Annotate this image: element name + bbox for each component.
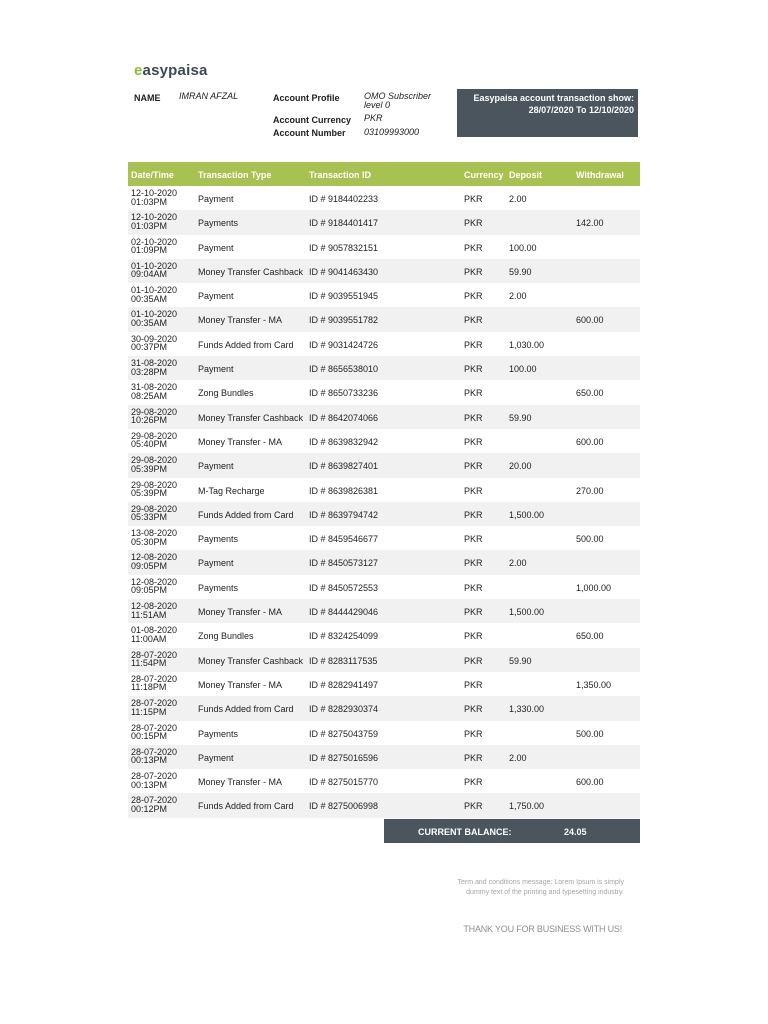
- cell-transaction-id: ID # 8642074066: [309, 412, 379, 423]
- cell-time: 08:25AM: [131, 390, 168, 401]
- cell-transaction-type: Money Transfer Cashback: [198, 655, 304, 666]
- cell-time: 01:03PM: [131, 220, 168, 231]
- cell-date: 29-08-2020: [131, 479, 178, 490]
- header-date: Date/Time: [131, 170, 174, 180]
- table-row: [128, 745, 640, 769]
- cell-deposit: 100.00: [509, 242, 537, 253]
- cell-transaction-type: Payment: [198, 242, 234, 253]
- cell-deposit: 59.90: [509, 412, 532, 423]
- table-row: [128, 186, 640, 210]
- table-row: [128, 575, 640, 599]
- cell-transaction-id: ID # 8459546677: [309, 534, 379, 545]
- account-currency-value: PKR: [364, 113, 383, 123]
- header-withdrawal: Withdrawal: [576, 170, 624, 180]
- cell-date: 12-08-2020: [131, 601, 178, 612]
- cell-date: 13-08-2020: [131, 528, 178, 539]
- cell-transaction-id: ID # 9039551782: [309, 315, 379, 326]
- cell-datetime: [131, 310, 177, 327]
- cell-time: 05:39PM: [131, 463, 168, 474]
- cell-time: 09:05PM: [131, 585, 168, 596]
- cell-time: 11:54PM: [131, 658, 167, 669]
- cell-currency: PKR: [464, 194, 483, 204]
- cell-time: 00:13PM: [131, 779, 168, 790]
- cell-currency: PKR: [464, 218, 483, 229]
- cell-datetime: [131, 262, 177, 279]
- cell-transaction-id: ID # 8444429046: [309, 607, 379, 618]
- cell-transaction-type: Payments: [198, 534, 239, 545]
- cell-datetime: [131, 456, 177, 473]
- table-row: [128, 283, 640, 307]
- table-row: [128, 332, 640, 356]
- cell-transaction-type: Payment: [198, 291, 234, 302]
- cell-withdrawal: 500.00: [576, 728, 604, 739]
- cell-transaction-id: ID # 8275006998: [309, 801, 379, 812]
- cell-transaction-id: ID # 9184402233: [309, 194, 379, 204]
- cell-withdrawal: 142.00: [576, 218, 604, 229]
- cell-date: 01-10-2020: [131, 309, 178, 320]
- cell-time: 11:18PM: [131, 682, 167, 693]
- cell-transaction-type: Money Transfer - MA: [198, 607, 283, 618]
- table-row: [128, 453, 640, 477]
- cell-currency: PKR: [464, 315, 483, 326]
- cell-currency: PKR: [464, 461, 483, 472]
- cell-datetime: [131, 432, 177, 449]
- cell-transaction-type: Money Transfer - MA: [198, 777, 283, 788]
- account-number-value: 03109993000: [364, 127, 420, 137]
- cell-time: 01:09PM: [131, 245, 168, 256]
- cell-withdrawal: 1,000.00: [576, 582, 612, 593]
- cell-withdrawal: 600.00: [576, 436, 604, 447]
- cell-transaction-id: ID # 8656538010: [309, 364, 379, 375]
- cell-date: 29-08-2020: [131, 406, 178, 417]
- cell-transaction-type: Money Transfer Cashback: [198, 412, 304, 423]
- cell-datetime: [131, 553, 177, 570]
- statement-period-title: Easypaisa account transaction show:: [473, 93, 634, 103]
- cell-transaction-id: ID # 8639826381: [309, 485, 379, 496]
- cell-deposit: 1,330.00: [509, 704, 545, 715]
- table-row: [128, 405, 640, 429]
- table-row: [128, 672, 640, 696]
- cell-time: 00:35AM: [131, 317, 168, 328]
- cell-transaction-type: Zong Bundles: [198, 388, 254, 399]
- table-row: [128, 696, 640, 720]
- cell-transaction-type: Money Transfer Cashback: [198, 266, 304, 277]
- header-deposit: Deposit: [509, 170, 543, 180]
- cell-date: 01-10-2020: [131, 285, 178, 296]
- cell-currency: PKR: [464, 558, 483, 569]
- cell-datetime: [131, 602, 177, 619]
- cell-date: 12-08-2020: [131, 552, 178, 563]
- cell-withdrawal: 650.00: [576, 631, 604, 642]
- cell-datetime: [131, 699, 177, 716]
- cell-date: 12-10-2020: [131, 212, 178, 223]
- cell-currency: PKR: [464, 364, 483, 375]
- cell-deposit: 2.00: [509, 291, 527, 302]
- cell-currency: PKR: [464, 777, 483, 788]
- cell-transaction-type: Payment: [198, 558, 234, 569]
- table-row: [128, 307, 640, 331]
- header-currency: Currency: [464, 170, 504, 180]
- cell-date: 28-07-2020: [131, 795, 178, 806]
- cell-deposit: 1,500.00: [509, 509, 545, 520]
- cell-transaction-id: ID # 8282930374: [309, 704, 379, 715]
- cell-transaction-id: ID # 9041463430: [309, 266, 379, 277]
- cell-date: 30-09-2020: [131, 333, 178, 344]
- cell-transaction-id: ID # 8275016596: [309, 752, 379, 763]
- cell-datetime: [131, 651, 177, 668]
- cell-datetime: [131, 748, 177, 765]
- cell-deposit: 20.00: [509, 461, 532, 472]
- cell-time: 10:26PM: [131, 415, 168, 426]
- cell-currency: PKR: [464, 485, 483, 496]
- cell-transaction-id: ID # 9039551945: [309, 291, 379, 302]
- table-row: [128, 721, 640, 745]
- table-row: [128, 623, 640, 647]
- cell-time: 09:04AM: [131, 269, 168, 280]
- table-row: [128, 769, 640, 793]
- table-row: [128, 793, 640, 817]
- cell-currency: PKR: [464, 242, 483, 253]
- cell-withdrawal: 650.00: [576, 388, 604, 399]
- cell-date: 29-08-2020: [131, 455, 178, 466]
- cell-time: 00:13PM: [131, 755, 168, 766]
- cell-currency: PKR: [464, 801, 483, 812]
- cell-transaction-id: ID # 8283117535: [309, 655, 378, 666]
- cell-time: 11:00AM: [131, 633, 167, 644]
- table-row: [128, 380, 640, 404]
- cell-transaction-type: Money Transfer - MA: [198, 436, 283, 447]
- table-row: [128, 259, 640, 283]
- cell-time: 11:15PM: [131, 706, 167, 717]
- cell-deposit: 59.90: [509, 655, 532, 666]
- account-profile-value: OMO Subscriber: [364, 91, 432, 101]
- cell-currency: PKR: [464, 266, 483, 277]
- cell-time: 03:28PM: [131, 366, 168, 377]
- transactions-table: [128, 162, 640, 818]
- cell-transaction-type: Payments: [198, 728, 239, 739]
- current-balance-value: 24.05: [564, 827, 587, 837]
- cell-datetime: [131, 505, 177, 522]
- cell-currency: PKR: [464, 631, 483, 642]
- cell-datetime: [131, 213, 177, 230]
- account-number-label: Account Number: [273, 128, 346, 138]
- easypaisa-logo: easypaisa: [134, 62, 208, 79]
- cell-datetime: [131, 359, 177, 376]
- current-balance-bar: [384, 819, 640, 843]
- cell-datetime: [131, 796, 177, 813]
- header-id: Transaction ID: [309, 170, 372, 180]
- cell-currency: PKR: [464, 655, 483, 666]
- account-profile-label: Account Profile: [273, 93, 340, 103]
- cell-transaction-type: Payment: [198, 194, 234, 204]
- cell-datetime: [131, 675, 177, 692]
- cell-withdrawal: 500.00: [576, 534, 604, 545]
- terms-message: Term and conditions message: Lorem Ipsum is simply dummy text of the printing and typesetting industry.: [457, 879, 624, 896]
- cell-date: 29-08-2020: [131, 430, 178, 441]
- cell-time: 00:35AM: [131, 293, 168, 304]
- cell-date: 29-08-2020: [131, 503, 178, 514]
- cell-transaction-id: ID # 8450572553: [309, 582, 379, 593]
- statement-period-box: [457, 89, 638, 137]
- cell-transaction-type: Funds Added from Card: [198, 704, 294, 715]
- cell-date: 12-10-2020: [131, 188, 178, 198]
- cell-time: 00:15PM: [131, 731, 168, 742]
- table-row: [128, 550, 640, 574]
- table-row: [128, 502, 640, 526]
- table-row: [128, 648, 640, 672]
- cell-transaction-id: ID # 8324254099: [309, 631, 379, 642]
- cell-transaction-type: Payments: [198, 218, 239, 229]
- cell-datetime: [131, 626, 177, 643]
- cell-time: 00:12PM: [131, 803, 168, 814]
- table-row: [128, 235, 640, 259]
- cell-datetime: [131, 772, 177, 789]
- cell-time: 00:37PM: [131, 342, 168, 353]
- cell-date: 28-07-2020: [131, 649, 178, 660]
- cell-deposit: 1,500.00: [509, 607, 545, 618]
- cell-datetime: [131, 408, 177, 425]
- cell-datetime: [131, 481, 177, 498]
- cell-transaction-type: Payment: [198, 752, 234, 763]
- cell-date: 28-07-2020: [131, 673, 178, 684]
- cell-currency: PKR: [464, 412, 483, 423]
- cell-withdrawal: 1,350.00: [576, 679, 612, 690]
- cell-deposit: 2.00: [509, 194, 527, 204]
- cell-transaction-id: ID # 9057832151: [309, 242, 379, 253]
- cell-time: 05:33PM: [131, 512, 168, 523]
- cell-date: 28-07-2020: [131, 746, 178, 757]
- cell-transaction-type: Payment: [198, 461, 234, 472]
- table-header: [128, 162, 640, 186]
- cell-transaction-type: Payments: [198, 582, 239, 593]
- cell-transaction-id: ID # 8639832942: [309, 436, 379, 447]
- cell-deposit: 2.00: [509, 752, 527, 763]
- cell-date: 02-10-2020: [131, 236, 178, 247]
- cell-deposit: 2.00: [509, 558, 527, 569]
- cell-currency: PKR: [464, 339, 483, 350]
- cell-withdrawal: 600.00: [576, 315, 604, 326]
- table-row: [128, 599, 640, 623]
- cell-transaction-type: Money Transfer - MA: [198, 315, 283, 326]
- cell-date: 12-08-2020: [131, 576, 178, 587]
- cell-date: 28-07-2020: [131, 722, 178, 733]
- cell-transaction-id: ID # 8275015770: [309, 777, 379, 788]
- cell-datetime: [131, 238, 177, 255]
- table-body: [128, 186, 640, 818]
- cell-date: 31-08-2020: [131, 358, 178, 369]
- cell-transaction-id: ID # 8650733236: [309, 388, 379, 399]
- cell-currency: PKR: [464, 534, 483, 545]
- cell-datetime: [131, 578, 177, 595]
- cell-datetime: [131, 335, 177, 352]
- cell-transaction-id: ID # 9031424726: [309, 339, 379, 350]
- cell-currency: PKR: [464, 679, 483, 690]
- cell-time: 05:30PM: [131, 536, 168, 547]
- cell-datetime: [131, 383, 177, 400]
- cell-transaction-id: ID # 8639827401: [309, 461, 379, 472]
- cell-transaction-type: Funds Added from Card: [198, 339, 294, 350]
- cell-transaction-id: ID # 8639794742: [309, 509, 379, 520]
- cell-deposit: 100.00: [509, 364, 537, 375]
- cell-currency: PKR: [464, 291, 483, 302]
- cell-datetime: [131, 189, 177, 206]
- cell-transaction-type: Money Transfer - MA: [198, 679, 283, 690]
- cell-withdrawal: 600.00: [576, 777, 604, 788]
- cell-currency: PKR: [464, 436, 483, 447]
- cell-datetime: [131, 286, 177, 303]
- cell-transaction-id: ID # 9184401417: [309, 218, 379, 229]
- thank-you-message: THANK YOU FOR BUSINESS WITH US!: [463, 924, 622, 934]
- cell-withdrawal: 270.00: [576, 485, 604, 496]
- cell-transaction-type: Payment: [198, 364, 234, 375]
- cell-currency: PKR: [464, 388, 483, 399]
- cell-currency: PKR: [464, 607, 483, 618]
- cell-deposit: 1,030.00: [509, 339, 545, 350]
- name-label: NAME: [134, 93, 161, 103]
- account-currency-label: Account Currency: [273, 115, 352, 125]
- statement-period-dates: 28/07/2020 To 12/10/2020: [528, 105, 634, 115]
- table-row: [128, 526, 640, 550]
- cell-date: 01-10-2020: [131, 260, 178, 271]
- cell-currency: PKR: [464, 728, 483, 739]
- cell-time: 11:51AM: [131, 609, 167, 620]
- cell-deposit: 59.90: [509, 266, 532, 277]
- table-row: [128, 429, 640, 453]
- cell-date: 31-08-2020: [131, 382, 178, 393]
- cell-currency: PKR: [464, 704, 483, 715]
- cell-transaction-id: ID # 8282941497: [309, 679, 379, 690]
- name-value: IMRAN AFZAL: [179, 91, 239, 101]
- cell-currency: PKR: [464, 509, 483, 520]
- cell-transaction-id: ID # 8275043759: [309, 728, 379, 739]
- cell-currency: PKR: [464, 582, 483, 593]
- cell-time: 01:03PM: [131, 196, 168, 207]
- cell-datetime: [131, 529, 177, 546]
- table-row: [128, 356, 640, 380]
- current-balance-label: CURRENT BALANCE:: [418, 827, 512, 837]
- cell-datetime: [131, 724, 177, 741]
- cell-transaction-type: M-Tag Recharge: [198, 485, 265, 496]
- account-profile-level: level 0: [364, 100, 391, 110]
- cell-date: 28-07-2020: [131, 698, 178, 709]
- cell-date: 01-08-2020: [131, 625, 178, 636]
- table-row: [128, 210, 640, 234]
- cell-time: 09:05PM: [131, 560, 168, 571]
- cell-date: 28-07-2020: [131, 771, 178, 782]
- cell-time: 05:39PM: [131, 488, 168, 499]
- header-type: Transaction Type: [198, 170, 272, 180]
- cell-deposit: 1,750.00: [509, 801, 545, 812]
- table-row: [128, 478, 640, 502]
- cell-transaction-type: Funds Added from Card: [198, 801, 294, 812]
- cell-time: 05:40PM: [131, 439, 168, 450]
- cell-currency: PKR: [464, 752, 483, 763]
- cell-transaction-type: Zong Bundles: [198, 631, 254, 642]
- cell-transaction-id: ID # 8450573127: [309, 558, 379, 569]
- cell-transaction-type: Funds Added from Card: [198, 509, 294, 520]
